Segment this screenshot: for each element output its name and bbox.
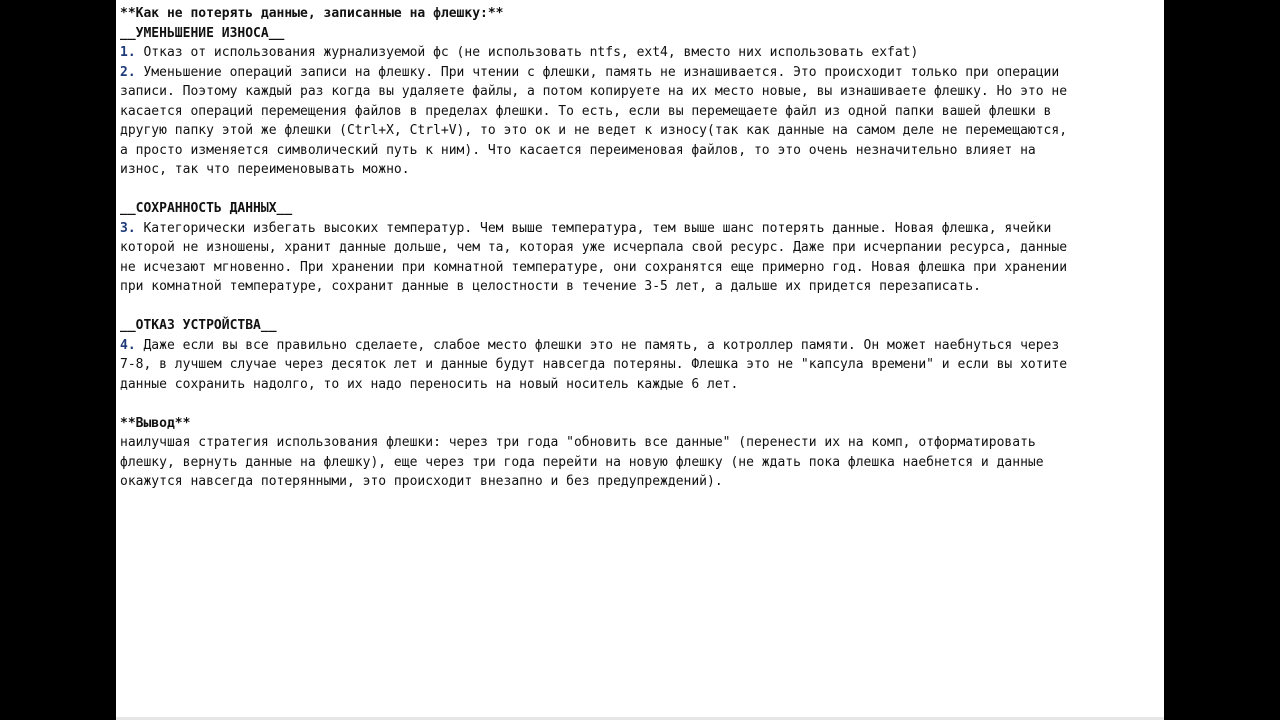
section-heading-wear: __УМЕНЬШЕНИЕ ИЗНОСА__: [120, 25, 285, 41]
paragraph-4-line-1: [120, 336, 1164, 356]
section-heading-data-safety: __СОХРАННОСТЬ ДАННЫХ__: [120, 201, 293, 216]
spacer: [120, 394, 1164, 414]
paragraph-3-line-3: не исчезают мгновенно. При хранении при комнатной температуре, они сохранятся еще примерно год. Новая флешка при хранении: [120, 259, 1068, 275]
paragraph-1-line-1: [120, 43, 1164, 63]
item-number-1: 1.: [120, 45, 136, 60]
spacer: [120, 297, 1164, 317]
paragraph-4-line-3: данные сохранить надолго, то их надо переносить на новый носитель каждые 6 лет.: [120, 376, 739, 392]
section-heading-device-failure: __ОТКАЗ УСТРОЙСТВА__: [120, 318, 277, 333]
paragraph-3-line-4: при комнатной температуре, сохранит данные в целостности в течение 3-5 лет, а дальше их придется перезаписать.: [120, 279, 981, 294]
paragraph-2-line-5: а просто изменяется символический путь к ним). Что касается переименовая файлов, то это очень незначительно влияет на: [120, 142, 1036, 158]
paragraph-2-line-2: записи. Поэтому каждый раз когда вы удаляете файлы, а потом копируете на их место новые, вы изнашиваете флешку. Но это не: [120, 84, 1068, 99]
paragraph-2-line-1: [120, 63, 1164, 83]
document-title: **Как не потерять данные, записанные на флешку:**: [120, 6, 504, 21]
paragraph-4-line-2: 7-8, в лучшем случае через десяток лет и данные будут навсегда потеряны. Флешка это не "капсула времени" и если вы хотите: [120, 357, 1068, 372]
conclusion-line-1: наилучшая стратегия использования флешки: через три года "обновить все данные" (перенести их на комп, отформатировать: [120, 435, 1036, 450]
paragraph-3-line-2: которой не изношены, хранит данные дольше, чем та, которая уже исчерпала свой ресурс. Даже при исчерпании ресурса, данные: [120, 240, 1068, 255]
paragraph-3-text-1: Категорически избегать высоких температур. Чем выше температура, тем выше шанс потерять данные. Новая флешка, ячейки: [135, 220, 1052, 236]
item-number-3: 3.: [120, 220, 136, 236]
paragraph-3-line-1: [120, 219, 1164, 239]
paragraph-2-line-6: износ, так что переименовывать можно.: [120, 162, 410, 177]
paragraph-4-text-1: Даже если вы все правильно сделаете, слабое место флешки это не память, а котроллер памяти. Он может наебнуться через: [135, 337, 1060, 353]
conclusion-heading: **Вывод**: [120, 415, 191, 431]
conclusion-line-2: флешку, вернуть данные на флешку), еще через три года перейти на новую флешку (не ждать пока флешка наебнется и данные: [120, 454, 1044, 470]
document-page: [116, 0, 1164, 720]
paragraph-2-line-4: другую папку этой же флешки (Ctrl+X, Ctrl+V), то это ок и не ведет к износу(так как данные на самом деле не перемещаются,: [120, 123, 1068, 138]
item-number-2: 2.: [120, 64, 136, 80]
paragraph-2-line-3: касается операций перемещения файлов в пределах флешки. То есть, если вы перемещаете файл из одной папки вашей флешки в: [120, 103, 1052, 119]
item-number-4: 4.: [120, 337, 136, 353]
conclusion-line-3: окажутся навсегда потерянными, это происходит внезапно и без предупреждений).: [120, 474, 723, 489]
paragraph-1-text: Отказ от использования журнализуемой фс (не использовать ntfs, ext4, вместо них использовать exfat): [135, 45, 919, 60]
paragraph-2-text-1: Уменьшение операций записи на флешку. При чтении с флешки, память не изнашивается. Это происходит только при операции: [135, 64, 1060, 80]
spacer: [120, 180, 1164, 200]
